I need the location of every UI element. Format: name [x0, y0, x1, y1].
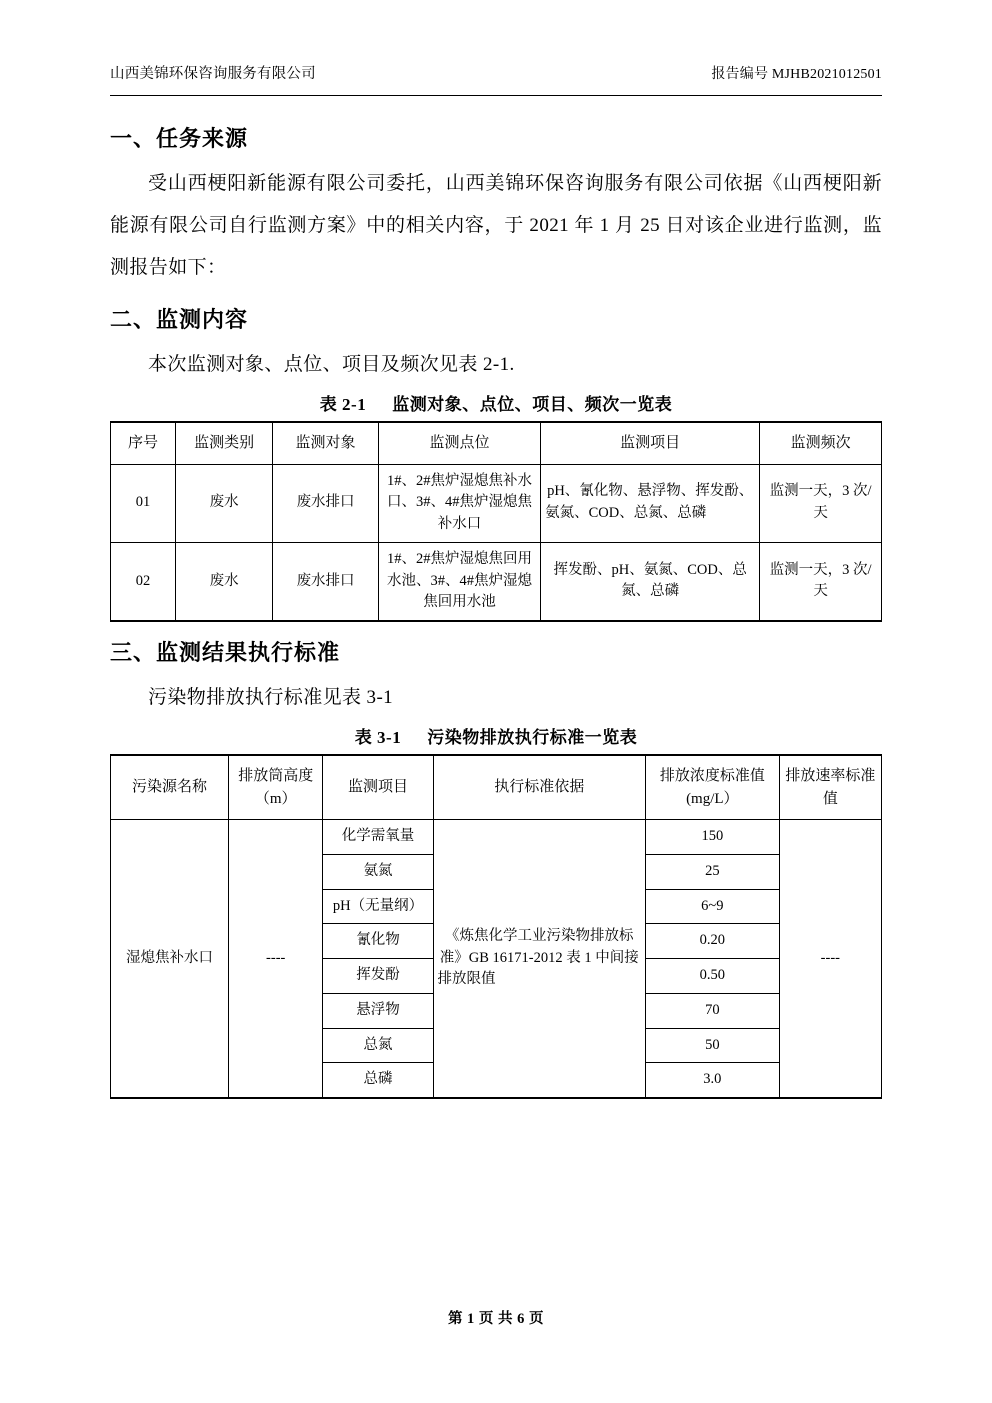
col-header-rate: 排放速率标准值	[779, 755, 881, 820]
col-header-source: 污染源名称	[111, 755, 229, 820]
section-body-standards: 污染物排放执行标准见表 3-1	[148, 687, 394, 708]
cell-item: 悬浮物	[323, 993, 433, 1028]
page-footer: 第 1 页 共 6 页	[447, 1311, 545, 1327]
cell-items: pH、氰化物、悬浮物、挥发酚、氨氮、COD、总氮、总磷	[541, 464, 760, 542]
cell-no: 02	[111, 542, 176, 621]
cell-category: 废水	[175, 464, 272, 542]
col-header-frequency: 监测频次	[760, 422, 882, 464]
col-header-stack-height: 排放筒高度（m）	[229, 755, 323, 820]
col-header-basis: 执行标准依据	[433, 755, 645, 820]
section-title-monitoring-content: 二、监测内容	[110, 307, 249, 332]
header-company: 山西美锦环保咨询服务有限公司	[110, 66, 316, 82]
table-row	[111, 464, 882, 542]
table-row	[111, 820, 882, 855]
cell-stack-height: ----	[229, 820, 323, 1099]
table-row-header	[111, 422, 882, 464]
cell-object: 废水排口	[273, 464, 379, 542]
cell-item: 氰化物	[323, 924, 433, 959]
cell-concentration: 25	[645, 854, 779, 889]
cell-category: 废水	[175, 542, 272, 621]
cell-standard-basis: 《炼焦化学工业污染物排放标准》GB 16171-2012 表 1 中间接排放限值	[433, 820, 645, 1099]
header-report-number: 报告编号 MJHB2021012501	[711, 67, 882, 82]
cell-frequency: 监测一天，3 次/天	[760, 542, 882, 621]
col-header-no: 序号	[111, 422, 176, 464]
cell-concentration: 0.20	[645, 924, 779, 959]
table-row-header	[111, 755, 882, 820]
col-header-concentration: 排放浓度标准值(mg/L）	[645, 755, 779, 820]
table-3-1-caption	[110, 723, 882, 748]
col-header-category: 监测类别	[175, 422, 272, 464]
cell-object: 废水排口	[273, 542, 379, 621]
document-content	[110, 108, 882, 1099]
cell-source-name: 湿熄焦补水口	[111, 820, 229, 1099]
section-title-standards: 三、监测结果执行标准	[110, 640, 341, 665]
header-divider	[110, 95, 882, 96]
cell-concentration: 70	[645, 993, 779, 1028]
col-header-item: 监测项目	[323, 755, 433, 820]
cell-item: 化学需氧量	[323, 820, 433, 855]
cell-concentration: 3.0	[645, 1063, 779, 1098]
cell-item: 总氮	[323, 1028, 433, 1063]
cell-item: pH（无量纲）	[323, 889, 433, 924]
section-title-task-source: 一、任务来源	[110, 126, 249, 151]
cell-item: 氨氮	[323, 854, 433, 889]
cell-concentration: 50	[645, 1028, 779, 1063]
table-2-1-caption-text: 监测对象、点位、项目、频次一览表	[392, 395, 673, 414]
table-3-1-caption-number: 表 3-1	[354, 728, 402, 747]
cell-item: 总磷	[323, 1063, 433, 1098]
table-2-1-caption-number: 表 2-1	[319, 395, 367, 414]
table-3-1-caption-text: 污染物排放执行标准一览表	[427, 728, 638, 747]
col-header-point: 监测点位	[378, 422, 540, 464]
cell-point: 1#、2#焦炉湿熄焦回用水池、3#、4#焦炉湿熄焦回用水池	[378, 542, 540, 621]
section-body-monitoring-content: 本次监测对象、点位、项目及频次见表 2-1.	[148, 354, 515, 375]
table-discharge-standards	[110, 754, 882, 1099]
cell-item: 挥发酚	[323, 959, 433, 994]
cell-concentration: 150	[645, 820, 779, 855]
cell-point: 1#、2#焦炉湿熄焦补水口、3#、4#焦炉湿熄焦补水口	[378, 464, 540, 542]
cell-items: 挥发酚、pH、氨氮、COD、总氮、总磷	[541, 542, 760, 621]
cell-rate-value: ----	[779, 820, 881, 1099]
section-body-task-source: 受山西梗阳新能源有限公司委托，山西美锦环保咨询服务有限公司依据《山西梗阳新能源有限公司自行监测方案》中的相关内容，于 2021 年 1 月 25 日对该企业进行监测，监测报告如下：	[110, 173, 882, 278]
cell-frequency: 监测一天，3 次/天	[760, 464, 882, 542]
page-header	[110, 62, 882, 83]
table-2-1-caption	[110, 390, 882, 415]
col-header-object: 监测对象	[273, 422, 379, 464]
col-header-items: 监测项目	[541, 422, 760, 464]
cell-concentration: 6~9	[645, 889, 779, 924]
cell-concentration: 0.50	[645, 959, 779, 994]
table-row	[111, 542, 882, 621]
table-monitoring-objects	[110, 421, 882, 622]
cell-no: 01	[111, 464, 176, 542]
